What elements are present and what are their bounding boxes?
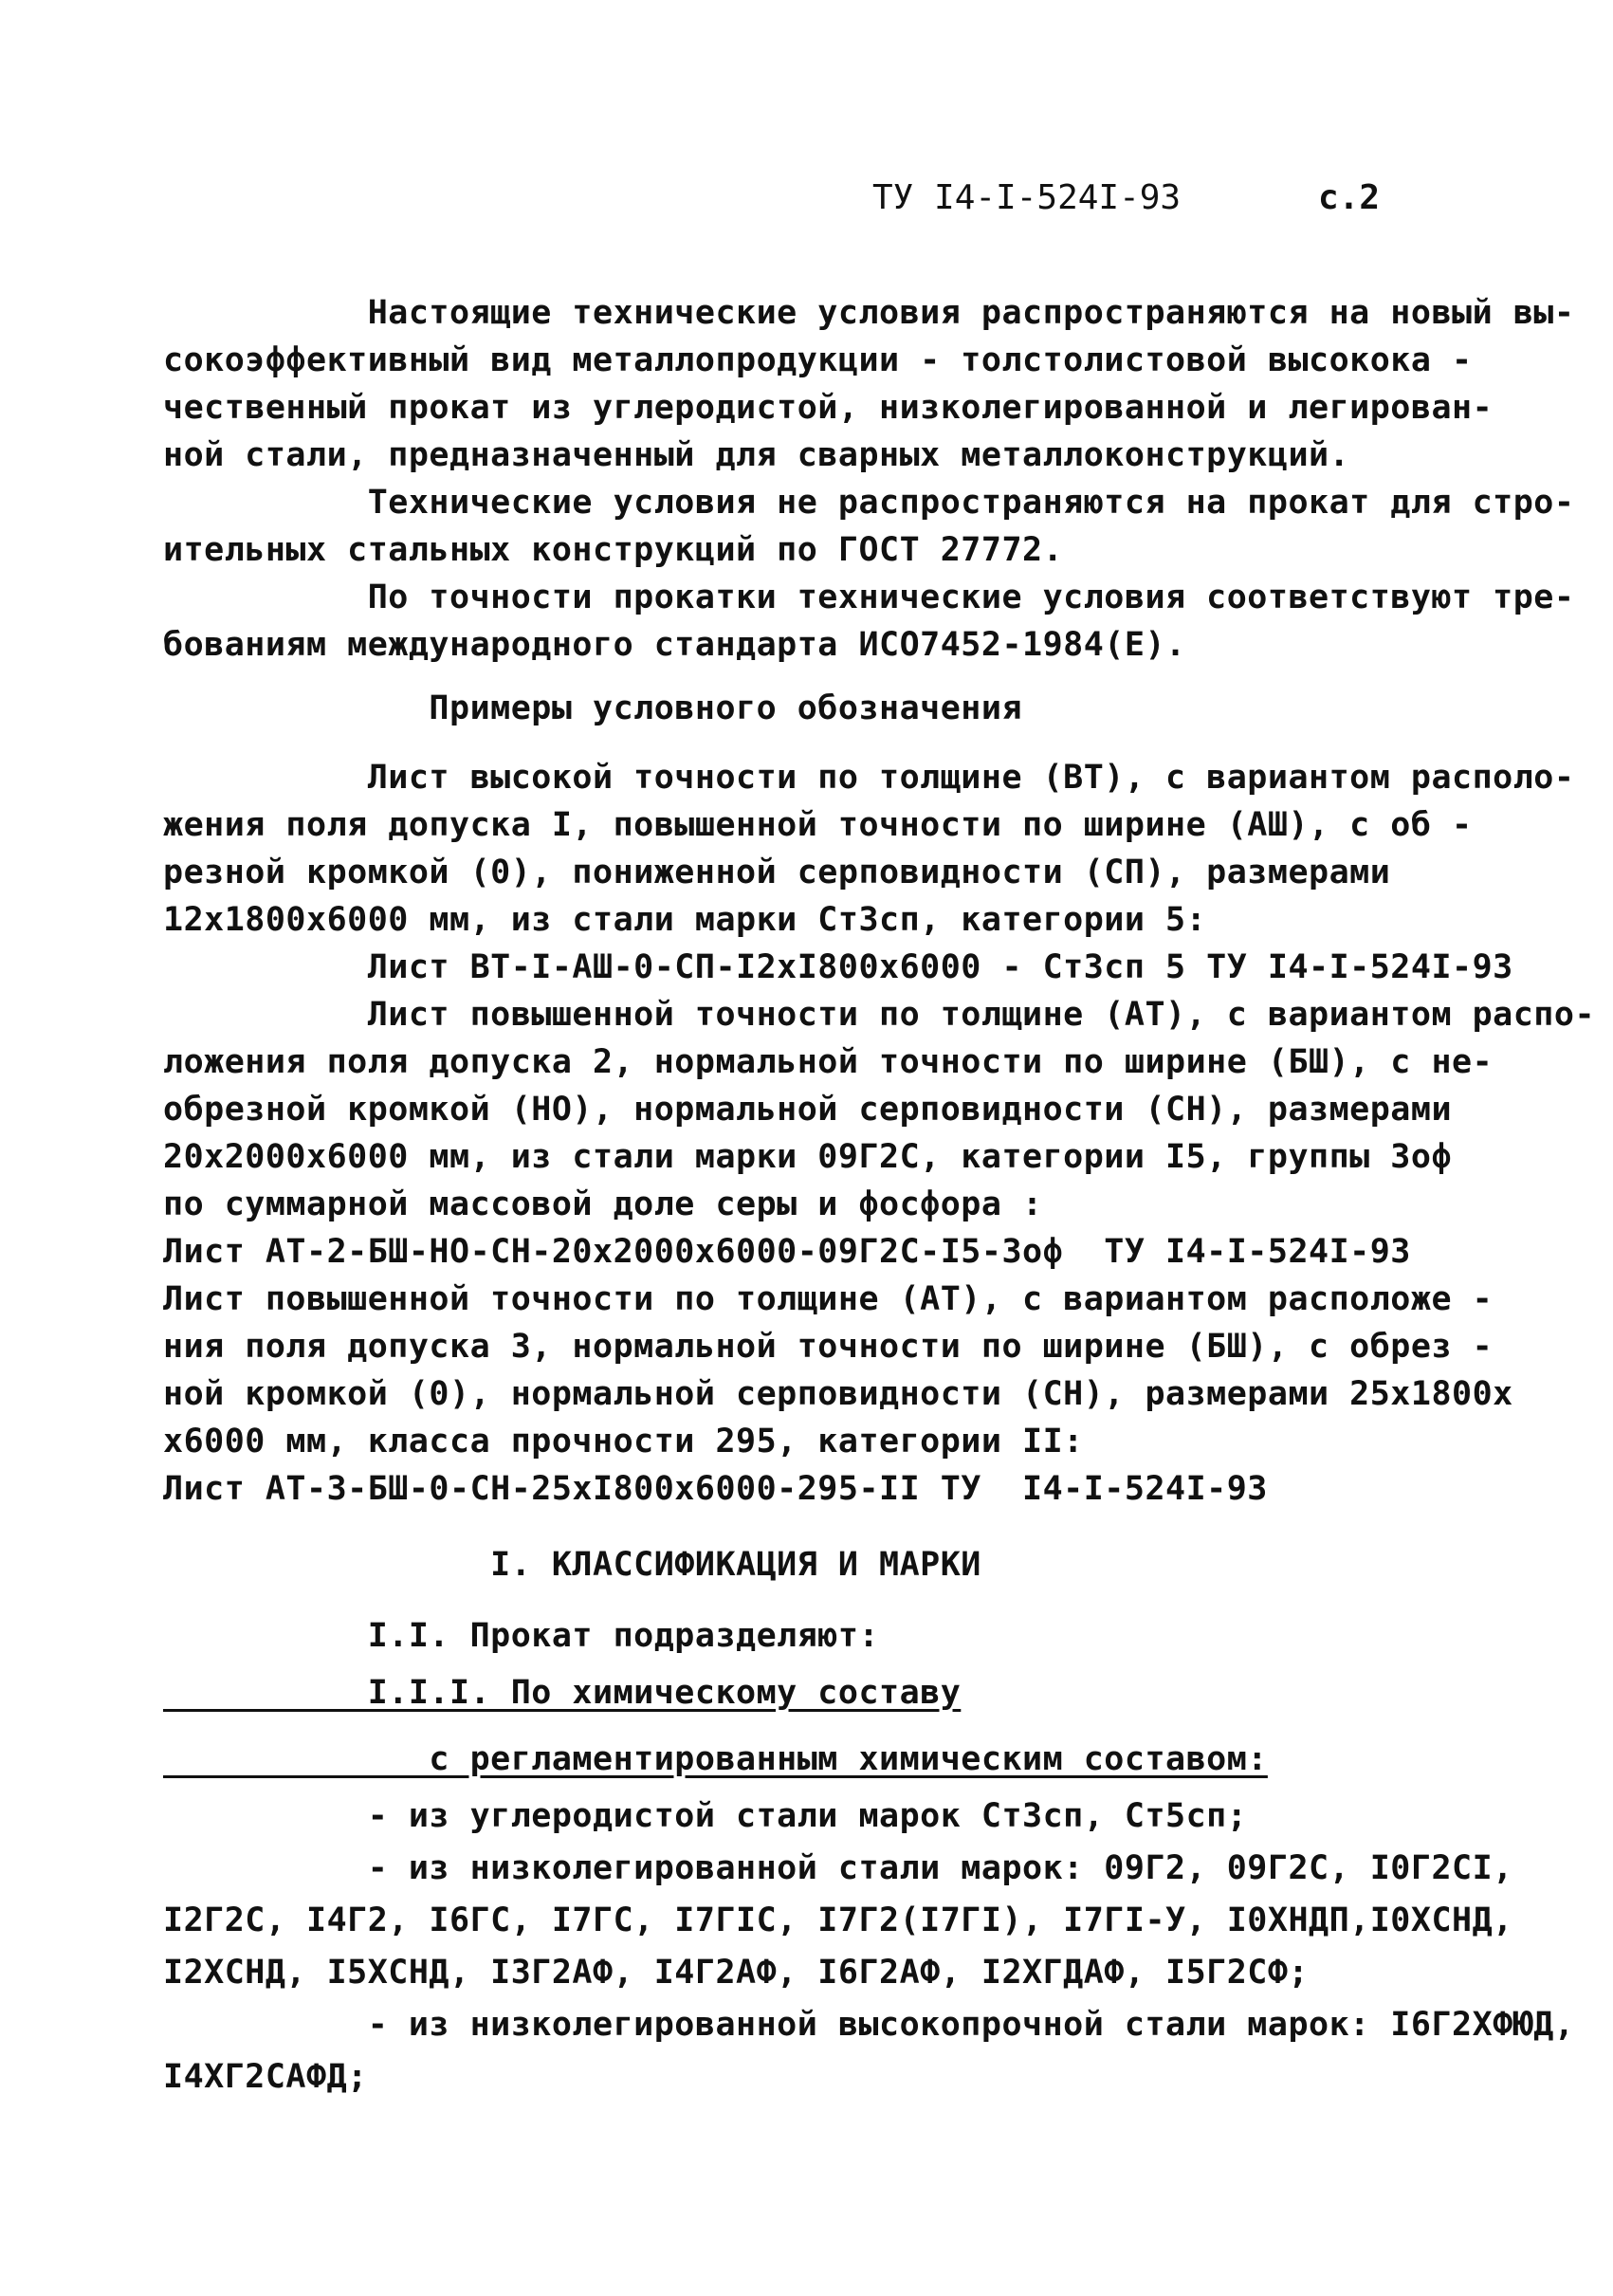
- subsection-heading: I.I. Прокат подразделяют:: [163, 1617, 880, 1655]
- text-line: Настоящие технические условия распространяются на новый вы-: [163, 294, 1575, 332]
- text-line: По точности прокатки технические условия соответствуют тре-: [163, 579, 1575, 616]
- text-line: Лист повышенной точности по толщине (АТ), с вариантом распо-: [163, 996, 1596, 1034]
- text-line: ной стали, предназначенный для сварных металлоконструкций.: [163, 436, 1350, 474]
- designation-example: Лист ВТ-I-АШ-0-СП-I2хI800х6000 - Ст3сп 5 ТУ I4-I-524I-93: [163, 948, 1513, 986]
- designation-example: Лист АТ-2-БШ-НО-СН-20х2000х6000-09Г2С-I5-3оф ТУ I4-I-524I-93: [163, 1233, 1411, 1271]
- text-line: Лист повышенной точности по толщине (АТ), с вариантом расположе -: [163, 1280, 1494, 1318]
- text-line: Технические условия не распространяются на прокат для стро-: [163, 484, 1575, 522]
- text-line: резной кромкой (0), пониженной серповидности (СП), размерами: [163, 854, 1391, 891]
- text-line: чественный прокат из углеродистой, низколегированной и легирован-: [163, 389, 1494, 427]
- text-line: обрезной кромкой (НО), нормальной серповидности (СН), размерами: [163, 1091, 1453, 1129]
- subsection-heading: I.I.I. По химическому составу: [163, 1674, 962, 1712]
- designation-example: Лист АТ-3-БШ-0-СН-25хI800х6000-295-II ТУ I4-I-524I-93: [163, 1470, 1268, 1508]
- section-heading: I. КЛАССИФИКАЦИЯ И МАРКИ: [163, 1546, 981, 1584]
- text-line: сокоэффективный вид металлопродукции - толстолистовой высокока -: [163, 341, 1473, 379]
- text-line: Лист высокой точности по толщине (ВТ), с вариантом располо-: [163, 759, 1575, 797]
- list-item: - из низколегированной стали марок: 09Г2, 09Г2С, I0Г2СI,: [163, 1849, 1513, 1887]
- page-number: с.2: [1318, 178, 1381, 217]
- list-heading: с регламентированным химическим составом:: [163, 1740, 1268, 1778]
- text-line: 20х2000х6000 мм, из стали марки 09Г2С, категории I5, группы 3оф: [163, 1138, 1453, 1176]
- text-line: бованиям международного стандарта ИСО7452-1984(Е).: [163, 626, 1186, 664]
- text-line: ительных стальных конструкций по ГОСТ 27772.: [163, 531, 1064, 569]
- list-item: - из низколегированной высокопрочной стали марок: I6Г2ХФЮД,: [163, 2006, 1575, 2044]
- text-line: ния поля допуска 3, нормальной точности по ширине (БШ), с обрез -: [163, 1328, 1494, 1366]
- text-line: ной кромкой (0), нормальной серповидности (СН), размерами 25х1800х: [163, 1375, 1513, 1413]
- text-line: I2ХСНД, I5ХСНД, I3Г2АФ, I4Г2АФ, I6Г2АФ, I2ХГДАФ, I5Г2СФ;: [163, 1954, 1310, 1992]
- text-line: ложения поля допуска 2, нормальной точности по ширине (БШ), с не-: [163, 1043, 1494, 1081]
- text-line: 12х1800х6000 мм, из стали марки Ст3сп, категории 5:: [163, 901, 1207, 939]
- text-line: х6000 мм, класса прочности 295, категории II:: [163, 1423, 1084, 1460]
- text-line: I4ХГ2САФД;: [163, 2058, 368, 2096]
- document-code: ТУ I4-I-524I-93: [872, 178, 1182, 217]
- list-item: - из углеродистой стали марок Ст3сп, Ст5сп;: [163, 1797, 1248, 1835]
- text-line: I2Г2С, I4Г2, I6ГС, I7ГС, I7ГIС, I7Г2(I7ГI), I7ГI-У, I0ХНДП,I0ХСНД,: [163, 1901, 1513, 1939]
- text-line: по суммарной массовой доле серы и фосфора :: [163, 1185, 1043, 1223]
- text-line: жения поля допуска I, повышенной точности по ширине (АШ), с об -: [163, 806, 1473, 844]
- section-heading: Примеры условного обозначения: [163, 689, 1023, 727]
